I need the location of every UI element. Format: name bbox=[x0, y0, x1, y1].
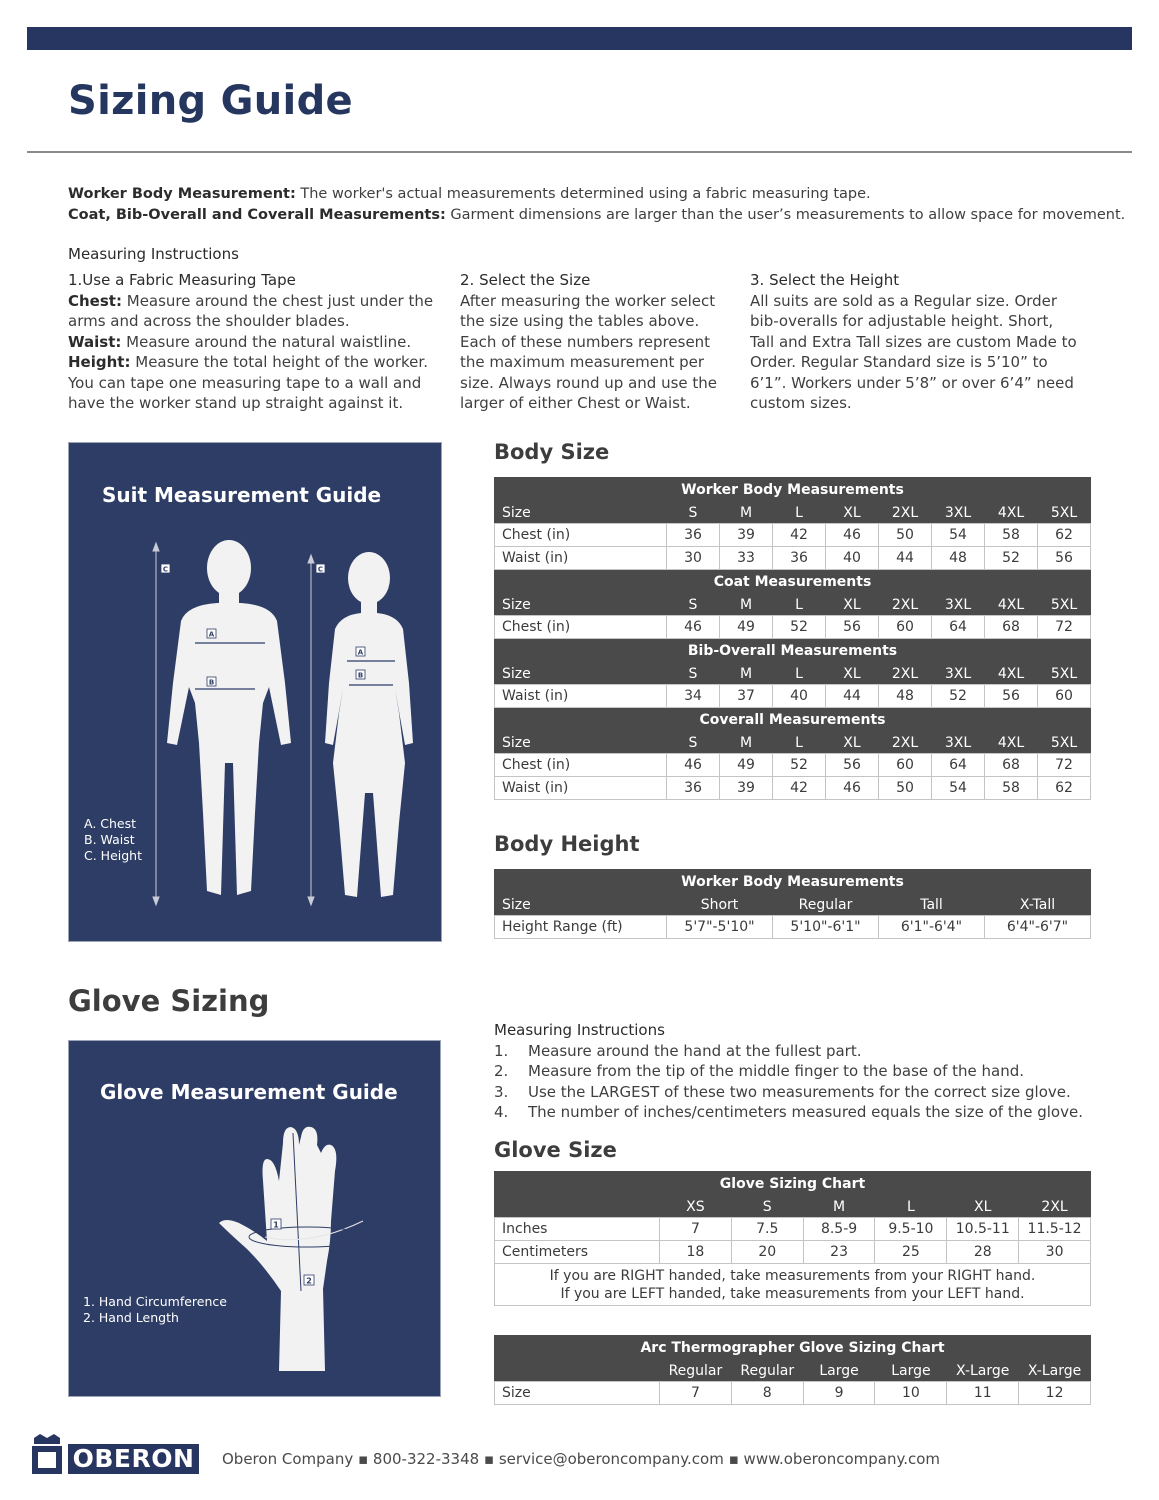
size-col: 2XL bbox=[879, 664, 932, 685]
glove-sizing-heading: Glove Sizing bbox=[68, 984, 270, 1018]
empty-header bbox=[495, 1197, 660, 1218]
cell: 39 bbox=[720, 777, 773, 800]
size-col: XL bbox=[947, 1197, 1019, 1218]
size-col: L bbox=[773, 733, 826, 754]
cell: 64 bbox=[932, 754, 985, 777]
cell: 20 bbox=[731, 1241, 803, 1264]
marker-a: A bbox=[208, 630, 215, 639]
size-col: 2XL bbox=[879, 503, 932, 524]
size-col: 3XL bbox=[932, 664, 985, 685]
size-col: XS bbox=[660, 1197, 732, 1218]
cell: 54 bbox=[932, 777, 985, 800]
row-label: Chest (in) bbox=[495, 524, 667, 547]
cell: 46 bbox=[667, 616, 720, 639]
waist-term: Waist: bbox=[68, 332, 122, 351]
size-col: M bbox=[720, 503, 773, 524]
cell: 9.5-10 bbox=[875, 1218, 947, 1241]
instruction-item bbox=[494, 1041, 1083, 1062]
definition-garment bbox=[68, 205, 1125, 226]
instruction-column-2 bbox=[460, 270, 730, 414]
row-label: Chest (in) bbox=[495, 754, 667, 777]
chest-term: Chest: bbox=[68, 291, 122, 310]
cell: 60 bbox=[879, 616, 932, 639]
size-col: 2XL bbox=[879, 595, 932, 616]
cell: 8 bbox=[731, 1382, 803, 1405]
definition-term: Worker Body Measurement: bbox=[68, 186, 296, 202]
table-caption: Coat Measurements bbox=[495, 570, 1091, 595]
size-col: 4XL bbox=[985, 595, 1038, 616]
glove-guide-title: Glove Measurement Guide bbox=[100, 1080, 398, 1104]
marker-c: C bbox=[317, 565, 324, 574]
suit-guide-title: Suit Measurement Guide bbox=[102, 483, 382, 507]
size-col: XL bbox=[826, 733, 879, 754]
size-col: X-Large bbox=[1019, 1361, 1091, 1382]
cell: 56 bbox=[985, 685, 1038, 708]
size-header-row bbox=[495, 503, 1091, 524]
glove-guide-legend bbox=[83, 1294, 227, 1326]
cell: 36 bbox=[773, 547, 826, 570]
cell: 11 bbox=[947, 1382, 1019, 1405]
size-col: XL bbox=[826, 503, 879, 524]
cell: 30 bbox=[667, 547, 720, 570]
cell: 11.5-12 bbox=[1019, 1218, 1091, 1241]
note-right-hand: If you are RIGHT handed, take measurements from your RIGHT hand. bbox=[549, 1267, 1036, 1284]
definition-text: The worker's actual measurements determined using a fabric measuring tape. bbox=[300, 186, 871, 202]
size-col: Large bbox=[803, 1361, 875, 1382]
size-col: X-Large bbox=[947, 1361, 1019, 1382]
cell: 36 bbox=[667, 524, 720, 547]
instruction-title: 2. Select the Size bbox=[460, 271, 591, 289]
size-header: Size bbox=[495, 595, 667, 616]
arc-thermographer-glove-table bbox=[494, 1335, 1091, 1405]
size-col: XL bbox=[826, 595, 879, 616]
hand-illustration bbox=[69, 1041, 442, 1398]
size-header: Size bbox=[495, 895, 667, 916]
glove-measuring-instructions bbox=[494, 1020, 1083, 1123]
instruction-item bbox=[494, 1061, 1083, 1082]
marker-2: 2 bbox=[306, 1276, 312, 1286]
size-col: M bbox=[720, 664, 773, 685]
size-header-row bbox=[495, 733, 1091, 754]
size-col: L bbox=[875, 1197, 947, 1218]
item-number: 1. bbox=[494, 1041, 509, 1060]
size-col: L bbox=[773, 664, 826, 685]
table-caption: Worker Body Measurements bbox=[495, 870, 1091, 895]
size-col: L bbox=[773, 595, 826, 616]
table-caption: Arc Thermographer Glove Sizing Chart bbox=[495, 1336, 1091, 1361]
table-row bbox=[495, 1382, 1091, 1405]
size-col: M bbox=[720, 595, 773, 616]
cell: 56 bbox=[1038, 547, 1091, 570]
item-number: 2. bbox=[494, 1062, 509, 1080]
legend-item: 1. Hand Circumference bbox=[83, 1294, 227, 1309]
marker-b: B bbox=[357, 671, 364, 680]
item-number: 4. bbox=[494, 1103, 509, 1121]
row-label: Size bbox=[495, 1382, 660, 1405]
glove-size-heading: Glove Size bbox=[494, 1138, 617, 1162]
item-text: Use the LARGEST of these two measurements for the correct size glove. bbox=[528, 1082, 1071, 1101]
definition-term: Coat, Bib-Overall and Coverall Measurements: bbox=[68, 206, 446, 223]
oberon-logo: OBERON bbox=[68, 1444, 199, 1474]
hand-note bbox=[495, 1264, 1091, 1306]
footer-contact: Oberon Company ▪ 800-322-3348 ▪ service@oberoncompany.com ▪ www.oberoncompany.com bbox=[222, 1450, 940, 1468]
cell: 68 bbox=[985, 754, 1038, 777]
cell: 54 bbox=[932, 524, 985, 547]
oberon-crown-icon bbox=[32, 1434, 62, 1474]
size-header: Size bbox=[495, 733, 667, 754]
body-figures-illustration bbox=[69, 443, 443, 943]
cell: 60 bbox=[1038, 685, 1091, 708]
size-col: S bbox=[667, 664, 720, 685]
body-height-heading: Body Height bbox=[494, 832, 640, 856]
size-col: Short bbox=[667, 895, 773, 916]
cell: 34 bbox=[667, 685, 720, 708]
cell: 58 bbox=[985, 777, 1038, 800]
instruction-text: All suits are sold as a Regular size. Order bib-overalls for adjustable height. Short, Tall and Extra Tall sizes are custom Made to Order. Regular Standard size is 5’10” to 6’1”. Workers under 5’8” or over 6’4” need custom sizes. bbox=[750, 291, 1077, 412]
size-col: XL bbox=[826, 664, 879, 685]
marker-a: A bbox=[357, 648, 364, 657]
legend-item: B. Waist bbox=[84, 832, 135, 847]
size-header-row bbox=[495, 595, 1091, 616]
cell: 7 bbox=[660, 1382, 732, 1405]
cell: 42 bbox=[773, 777, 826, 800]
size-col: S bbox=[667, 733, 720, 754]
cell: 44 bbox=[826, 685, 879, 708]
cell: 46 bbox=[826, 524, 879, 547]
size-col: S bbox=[667, 503, 720, 524]
height-term: Height: bbox=[68, 353, 131, 371]
size-col: Regular bbox=[660, 1361, 732, 1382]
instruction-item bbox=[494, 1102, 1083, 1123]
body-height-table bbox=[494, 869, 1091, 939]
cell: 10 bbox=[875, 1382, 947, 1405]
cell: 33 bbox=[720, 547, 773, 570]
size-col: 2XL bbox=[879, 733, 932, 754]
cell: 60 bbox=[879, 754, 932, 777]
table-row bbox=[495, 547, 1091, 570]
table-row bbox=[495, 1241, 1091, 1264]
marker-c: C bbox=[162, 565, 169, 574]
size-col: 5XL bbox=[1038, 664, 1091, 685]
cell: 36 bbox=[667, 777, 720, 800]
note-left-hand: If you are LEFT handed, take measurements from your LEFT hand. bbox=[560, 1285, 1025, 1302]
top-banner bbox=[27, 27, 1132, 50]
size-header: Size bbox=[495, 664, 667, 685]
cell: 56 bbox=[826, 754, 879, 777]
table-row bbox=[495, 524, 1091, 547]
cell: 46 bbox=[667, 754, 720, 777]
instruction-column-1 bbox=[68, 270, 440, 414]
cell: 48 bbox=[932, 547, 985, 570]
cell: 42 bbox=[773, 524, 826, 547]
cell: 44 bbox=[879, 547, 932, 570]
instruction-title: 1.Use a Fabric Measuring Tape bbox=[68, 271, 296, 289]
size-col: M bbox=[803, 1197, 875, 1218]
size-col: 5XL bbox=[1038, 733, 1091, 754]
suit-measurement-guide-panel bbox=[68, 442, 442, 942]
cell: 72 bbox=[1038, 754, 1091, 777]
table-caption: Glove Sizing Chart bbox=[495, 1172, 1091, 1197]
empty-header bbox=[495, 1361, 660, 1382]
glove-sizing-table bbox=[494, 1171, 1091, 1306]
legend-item: 2. Hand Length bbox=[83, 1310, 179, 1325]
cell: 10.5-11 bbox=[947, 1218, 1019, 1241]
arc-size-header-row bbox=[495, 1361, 1091, 1382]
row-label: Waist (in) bbox=[495, 777, 667, 800]
size-col: S bbox=[731, 1197, 803, 1218]
cell: 56 bbox=[826, 616, 879, 639]
size-col: X-Tall bbox=[985, 895, 1091, 916]
size-col: 5XL bbox=[1038, 595, 1091, 616]
cell: 12 bbox=[1019, 1382, 1091, 1405]
size-col: Regular bbox=[773, 895, 879, 916]
size-header-row bbox=[495, 664, 1091, 685]
size-col: Regular bbox=[731, 1361, 803, 1382]
size-col: S bbox=[667, 595, 720, 616]
glove-measurement-guide-panel bbox=[68, 1040, 441, 1397]
marker-b: B bbox=[208, 678, 215, 687]
cell: 37 bbox=[720, 685, 773, 708]
cell: 72 bbox=[1038, 616, 1091, 639]
size-col: Large bbox=[875, 1361, 947, 1382]
cell: 64 bbox=[932, 616, 985, 639]
cell: 48 bbox=[879, 685, 932, 708]
table-row bbox=[495, 777, 1091, 800]
body-size-heading: Body Size bbox=[494, 440, 610, 464]
size-col: L bbox=[773, 503, 826, 524]
table-caption: Worker Body Measurements bbox=[495, 478, 1091, 503]
size-col: 3XL bbox=[932, 595, 985, 616]
size-col: 2XL bbox=[1019, 1197, 1091, 1218]
cell: 5'10"-6'1" bbox=[773, 916, 879, 939]
cell: 6'1"-6'4" bbox=[879, 916, 985, 939]
row-label: Waist (in) bbox=[495, 685, 667, 708]
item-number: 3. bbox=[494, 1082, 509, 1101]
chest-text: Measure around the chest just under the arms and across the shoulder blades. bbox=[68, 291, 434, 330]
size-col: 3XL bbox=[932, 733, 985, 754]
cell: 52 bbox=[773, 754, 826, 777]
cell: 52 bbox=[932, 685, 985, 708]
size-col: 3XL bbox=[932, 503, 985, 524]
row-label: Centimeters bbox=[495, 1241, 660, 1264]
cell: 23 bbox=[803, 1241, 875, 1264]
row-label: Height Range (ft) bbox=[495, 916, 667, 939]
cell: 7.5 bbox=[731, 1218, 803, 1241]
cell: 18 bbox=[660, 1241, 732, 1264]
definition-text: Garment dimensions are larger than the user’s measurements to allow space for movement. bbox=[450, 206, 1126, 223]
cell: 52 bbox=[773, 616, 826, 639]
cell: 40 bbox=[773, 685, 826, 708]
definitions bbox=[68, 184, 1125, 225]
cell: 39 bbox=[720, 524, 773, 547]
cell: 50 bbox=[879, 524, 932, 547]
size-header: Size bbox=[495, 503, 667, 524]
cell: 25 bbox=[875, 1241, 947, 1264]
cell: 68 bbox=[985, 616, 1038, 639]
cell: 30 bbox=[1019, 1241, 1091, 1264]
female-figure bbox=[325, 552, 413, 897]
suit-guide-legend bbox=[84, 816, 142, 864]
cell: 49 bbox=[720, 754, 773, 777]
size-col: Tall bbox=[879, 895, 985, 916]
cell: 62 bbox=[1038, 777, 1091, 800]
cell: 6'4"-6'7" bbox=[985, 916, 1091, 939]
waist-text: Measure around the natural waistline. bbox=[126, 332, 412, 351]
cell: 58 bbox=[985, 524, 1038, 547]
height-header-row bbox=[495, 895, 1091, 916]
cell: 52 bbox=[985, 547, 1038, 570]
cell: 5'7"-5'10" bbox=[667, 916, 773, 939]
cell: 49 bbox=[720, 616, 773, 639]
instruction-title: 3. Select the Height bbox=[750, 271, 900, 289]
size-col: 4XL bbox=[985, 733, 1038, 754]
legend-item: C. Height bbox=[84, 848, 142, 863]
size-col: 4XL bbox=[985, 664, 1038, 685]
item-text: Measure around the hand at the fullest part. bbox=[528, 1041, 862, 1060]
title-divider bbox=[27, 151, 1132, 153]
cell: 50 bbox=[879, 777, 932, 800]
size-col: 4XL bbox=[985, 503, 1038, 524]
table-caption: Bib-Overall Measurements bbox=[495, 639, 1091, 664]
height-text: Measure the total height of the worker. You can tape one measuring tape to a wall and have the worker stand up straight against it. bbox=[68, 353, 428, 412]
hand-note-row bbox=[495, 1264, 1091, 1306]
cell: 40 bbox=[826, 547, 879, 570]
glove-instructions-heading: Measuring Instructions bbox=[494, 1021, 665, 1039]
row-label: Waist (in) bbox=[495, 547, 667, 570]
male-figure bbox=[167, 540, 291, 895]
cell: 7 bbox=[660, 1218, 732, 1241]
definition-worker bbox=[68, 184, 1125, 205]
body-size-table bbox=[494, 477, 1091, 800]
instruction-column-3 bbox=[750, 270, 1080, 414]
table-row bbox=[495, 916, 1091, 939]
measuring-instructions-heading: Measuring Instructions bbox=[68, 245, 239, 263]
hand-shape bbox=[219, 1127, 336, 1371]
table-row bbox=[495, 1218, 1091, 1241]
table-row bbox=[495, 754, 1091, 777]
table-caption: Coverall Measurements bbox=[495, 708, 1091, 733]
marker-1: 1 bbox=[273, 1220, 279, 1230]
row-label: Inches bbox=[495, 1218, 660, 1241]
size-col: M bbox=[720, 733, 773, 754]
table-row bbox=[495, 685, 1091, 708]
cell: 9 bbox=[803, 1382, 875, 1405]
cell: 28 bbox=[947, 1241, 1019, 1264]
size-col: 5XL bbox=[1038, 503, 1091, 524]
cell: 62 bbox=[1038, 524, 1091, 547]
page-title: Sizing Guide bbox=[68, 78, 353, 124]
cell: 46 bbox=[826, 777, 879, 800]
item-text: Measure from the tip of the middle finger to the base of the hand. bbox=[528, 1062, 1024, 1080]
instruction-item bbox=[494, 1082, 1083, 1103]
item-text: The number of inches/centimeters measured equals the size of the glove. bbox=[528, 1103, 1083, 1121]
row-label: Chest (in) bbox=[495, 616, 667, 639]
glove-size-header-row bbox=[495, 1197, 1091, 1218]
cell: 8.5-9 bbox=[803, 1218, 875, 1241]
table-row bbox=[495, 616, 1091, 639]
instruction-text: After measuring the worker select the size using the tables above. Each of these numbers represent the maximum measurement per size. Always round up and use the larger of either Chest or Waist. bbox=[460, 291, 718, 412]
legend-item: A. Chest bbox=[84, 816, 137, 831]
